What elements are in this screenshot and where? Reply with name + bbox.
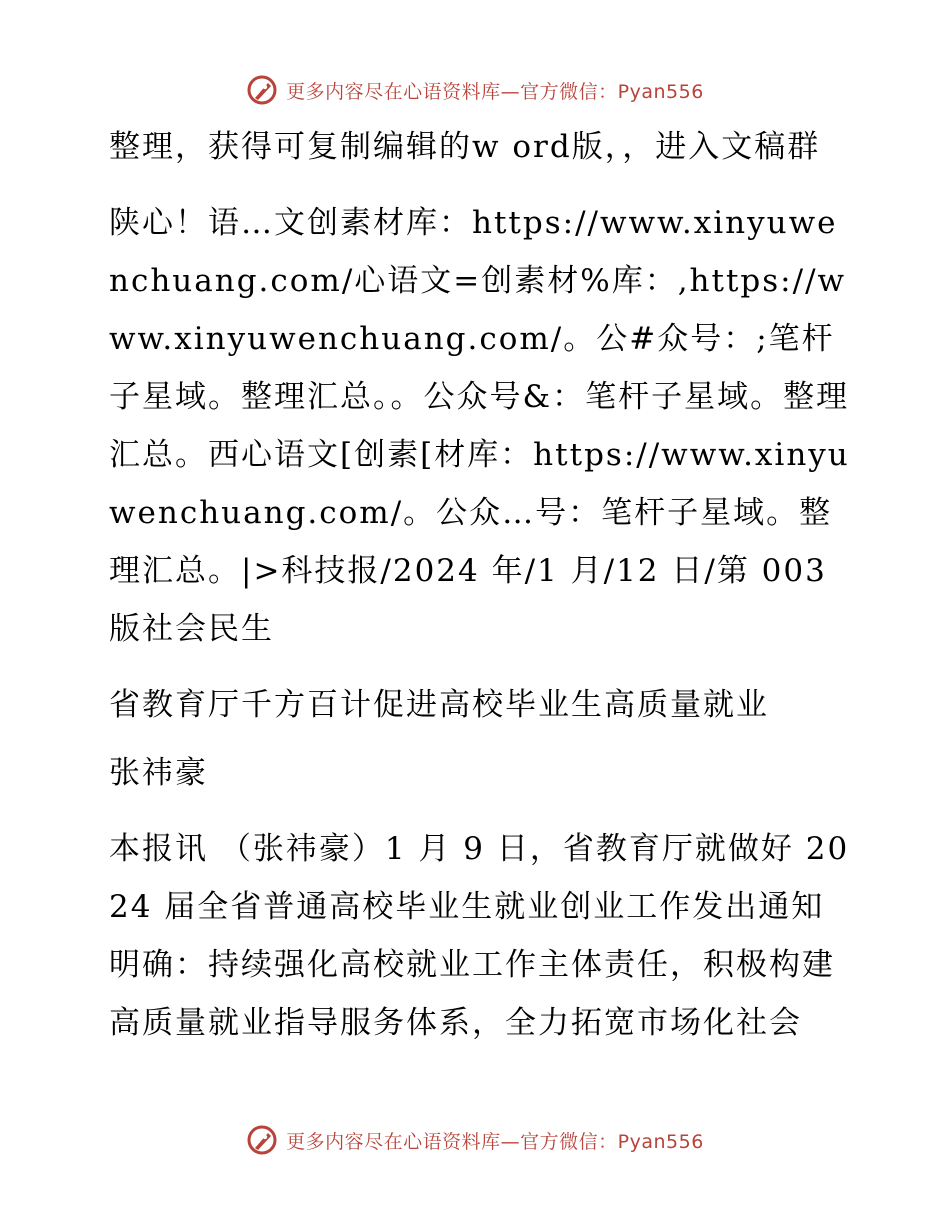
- paragraph-source-info: 陕心！语…文创素材库：https://www.xinyuwenchuang.com/心语文=创素材%库：,https://www.xinyuwenchuang.com/。公#众号：;笔杆子星域。整理汇总。。公众号&：笔杆子星域。整理汇总。西心语文[创素[材库：https://www.xinyuwenchuang.com/。公众…号：笔杆子星域。整理汇总。|>科技报/2024 年/1 月/12 日/第 003 版社会民生: [109, 205, 850, 647]
- footer-banner: [0, 1122, 950, 1158]
- article-author: 张祎豪: [109, 755, 208, 791]
- header-banner: [0, 72, 950, 108]
- header-banner-text: 更多内容尽在心语资料库—官方微信：Pyan556: [286, 80, 704, 103]
- footer-banner-text: 更多内容尽在心语资料库—官方微信：Pyan556: [286, 1130, 704, 1153]
- quill-pen-circle-icon: [246, 1124, 278, 1156]
- header-banner-inner: [246, 74, 704, 106]
- footer-banner-inner: [246, 1124, 704, 1156]
- quill-pen-circle-icon: [246, 74, 278, 106]
- paragraph-intro: 整理，获得可复制编辑的w ord版，，进入文稿群: [109, 129, 821, 165]
- article-body: 本报讯 （张祎豪）1 月 9 日，省教育厅就做好 2024 届全省普通高校毕业生就业创业工作发出通知明确：持续强化高校就业工作主体责任，积极构建高质量就业指导服务体系，全力拓宽市场化社会: [109, 831, 850, 1041]
- article-headline: 省教育厅千方百计促进高校毕业生高质量就业: [109, 687, 769, 723]
- document-body: [97, 118, 857, 1052]
